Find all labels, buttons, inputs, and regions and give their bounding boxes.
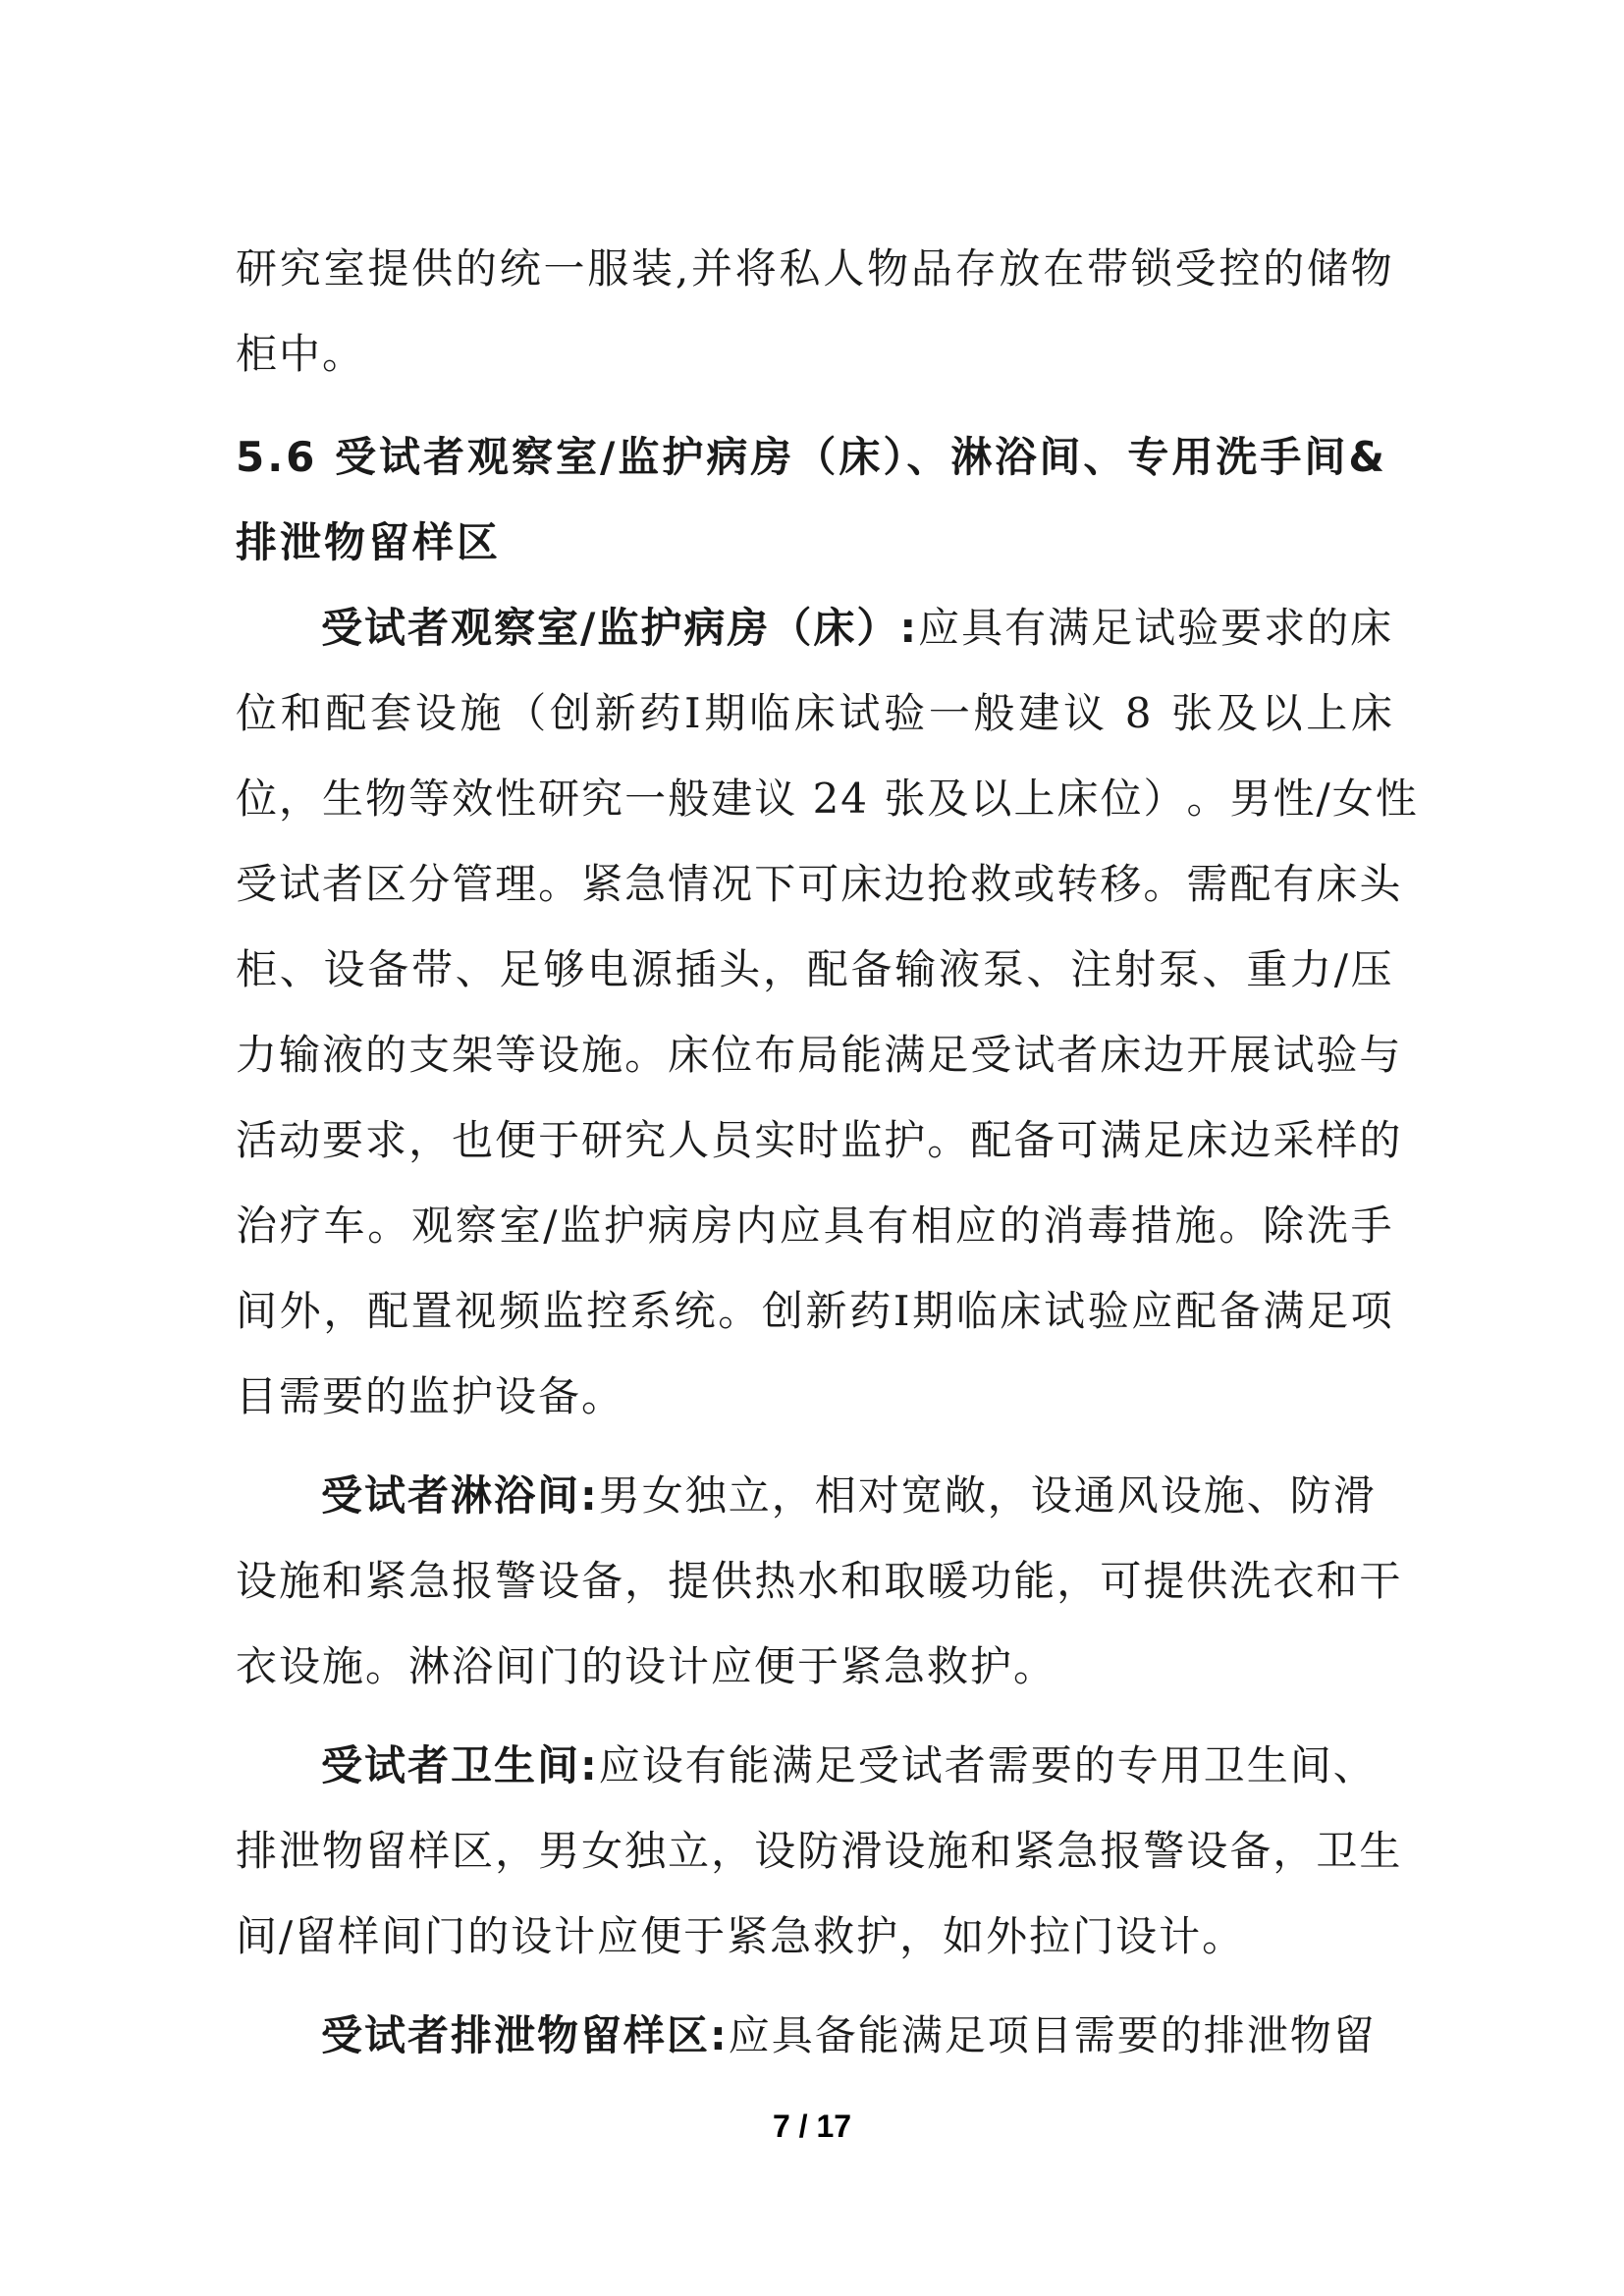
body-text-line: 间 外 ， 配 置 视 频 监 控 系 统 。 创 新 药 Ⅰ 期 临 床 试 验 应 配 备 满 足 项 [236,1287,1394,1335]
paragraph-lead-term: 受试者卫生间: [321,1741,599,1789]
body-text-line: 力 输 液 的 支 架 等 设 施 。 床 位 布 局 能 满 足 受 试 者 床 边 开 展 试 验 与 [236,1031,1403,1079]
body-text-line: 位 和 配 套 设 施 （ 创 新 药 Ⅰ 期 临 床 试 验 一 般 建 议 8 张 及 以 上 床 [236,689,1394,737]
paragraph-lead-term: 受试者排泄物留样区: [321,2011,729,2059]
body-text-line: 活 动 要 求 ， 也 便 于 研 究 人 员 实 时 监 护 。 配 备 可 满 足 床 边 采 样 的 [236,1116,1403,1164]
body-text-line: 研 究 室 提 供 的 统 一 服 装 , 并 将 私 人 物 品 存 放 在 带 锁 受 控 的 储 物 [236,244,1394,293]
paragraph-first-line [236,585,1394,670]
paragraph-first-line [236,1453,1394,1538]
body-text: 应具有满足试验要求的床 [918,604,1394,652]
body-text-line: 治 疗 车 。 观 察 室 / 监 护 病 房 内 应 具 有 相 应 的 消 毒 措 施 。 除 洗 手 [236,1201,1394,1250]
body-text-line: 衣设施。淋浴间门的设计应便于紧急救护。 [236,1642,1057,1690]
body-text-line: 排 泄 物 留 样 区 ， 男 女 独 立 ， 设 防 滑 设 施 和 紧 急 报 警 设 备 ， 卫 生 [236,1827,1403,1875]
body-text: 男女独立，相对宽敞，设通风设施、防滑 [598,1471,1377,1520]
body-text-line: 间/留样间门的设计应便于紧急救护，如外拉门设计。 [236,1912,1246,1960]
body-text: 应设有能满足受试者需要的专用卫生间、 [598,1741,1377,1789]
body-text-line: 受 试 者 区 分 管 理 。 紧 急 情 况 下 可 床 边 抢 救 或 转 移 。 需 配 有 床 头 [236,860,1403,908]
body-text: 应具备能满足项目需要的排泄物留 [728,2011,1377,2059]
body-text-line: 设 施 和 紧 急 报 警 设 备 ， 提 供 热 水 和 取 暖 功 能 ， 可 提 供 洗 衣 和 干 [236,1557,1403,1605]
paragraph-lead-term: 受试者观察室/监护病房（床）: [321,604,919,652]
body-text-line: 目需要的监护设备。 [236,1372,625,1420]
page-number: 7 / 17 [772,2109,852,2144]
section-heading: 5.6 受试者观察室/监护病房（床）、淋浴间、专用洗手间& [236,433,1387,481]
paragraph-excreta-sampling-area [236,1993,1394,2078]
document-page [236,226,1419,2078]
section-heading-continued: 排泄物留样区 [236,518,502,566]
body-text-line: 柜 、 设 备 带 、 足 够 电 源 插 头 ， 配 备 输 液 泵 、 注 射 泵 、 重 力 / 压 [236,945,1394,993]
body-text-line: 位 ， 生 物 等 效 性 研 究 一 般 建 议 2 4 张 及 以 上 床 位 ） 。 男 性 / 女 性 [236,774,1419,823]
body-text-line: 柜中。 [236,330,366,378]
paragraph-first-line [236,1993,1394,2078]
paragraph-lead-term: 受试者淋浴间: [321,1471,599,1520]
paragraph-observation-room [236,585,1419,1439]
paragraph-toilet [236,1723,1403,1979]
paragraph-first-line [236,1723,1394,1808]
paragraph-shower-room [236,1453,1403,1709]
